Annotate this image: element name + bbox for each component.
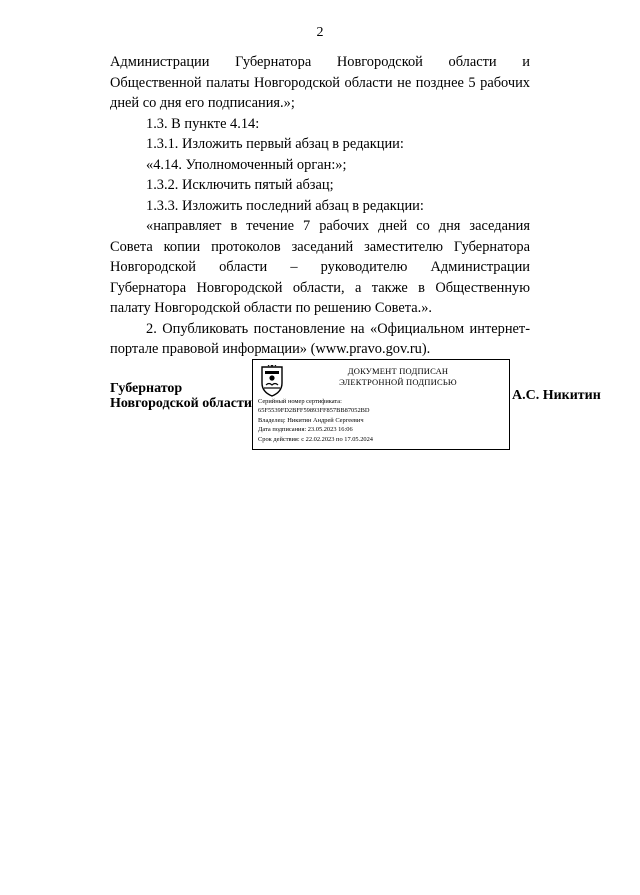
paragraph-quote-last: «направляет в течение 7 рабочих дней со дня заседания Совета копии протоколов заседаний заместителю Губернатора Новгородской области – руководителю Администрации Губернатора Новгородской области, а также в Общественную палату Новгородской области по решению Совета.». (110, 218, 530, 316)
stamp-signed-date: Дата подписания: 23.05.2023 16:06 (258, 426, 353, 434)
document-body (110, 52, 530, 360)
paragraph-item-1-3-1: 1.3.1. Изложить первый абзац в редакции: (146, 136, 404, 152)
signatory-title-line1: Губернатор (110, 381, 183, 396)
stamp-serial-label: Серийный номер сертификата: (258, 398, 342, 405)
paragraph-item-2: 2. Опубликовать постановление на «Официальном интернет-портале правовой информации» (www.pravo.gov.ru). (110, 320, 530, 357)
stamp-heading-line1: ДОКУМЕНТ ПОДПИСАН (347, 366, 449, 376)
paragraph-item-1-3-2: 1.3.2. Исключить пятый абзац; (146, 177, 334, 193)
stamp-details (258, 397, 508, 444)
stamp-heading-line2: ЭЛЕКТРОННОЙ ПОДПИСЬЮ (339, 377, 457, 387)
paragraph-continuation: Администрации Губернатора Новгородской области и Общественной палаты Новгородской области не позднее 5 рабочих дней со дня его подписания.»; (110, 54, 530, 111)
electronic-signature-stamp (252, 359, 510, 450)
stamp-owner: Владелец: Никитин Андрей Сергеевич (258, 416, 364, 424)
stamp-serial: 65F5539FD2BFF59893FF857BB87052BD (258, 407, 370, 415)
signatory-title-line2: Новгородской области (110, 396, 252, 411)
stamp-validity: Срок действия: с 22.02.2023 по 17.05.2024 (258, 435, 374, 443)
signatory-name: А.С. Никитин (512, 388, 601, 403)
stamp-heading (293, 366, 503, 388)
signatory-title (110, 381, 252, 411)
paragraph-item-1-3: 1.3. В пункте 4.14: (146, 115, 260, 132)
page-number: 2 (316, 25, 324, 40)
paragraph-item-1-3-3: 1.3.3. Изложить последний абзац в редакции: (146, 197, 424, 214)
novgorod-coat-of-arms-icon (259, 365, 285, 397)
paragraph-quote-4-14: «4.14. Уполномоченный орган:»; (146, 156, 347, 173)
